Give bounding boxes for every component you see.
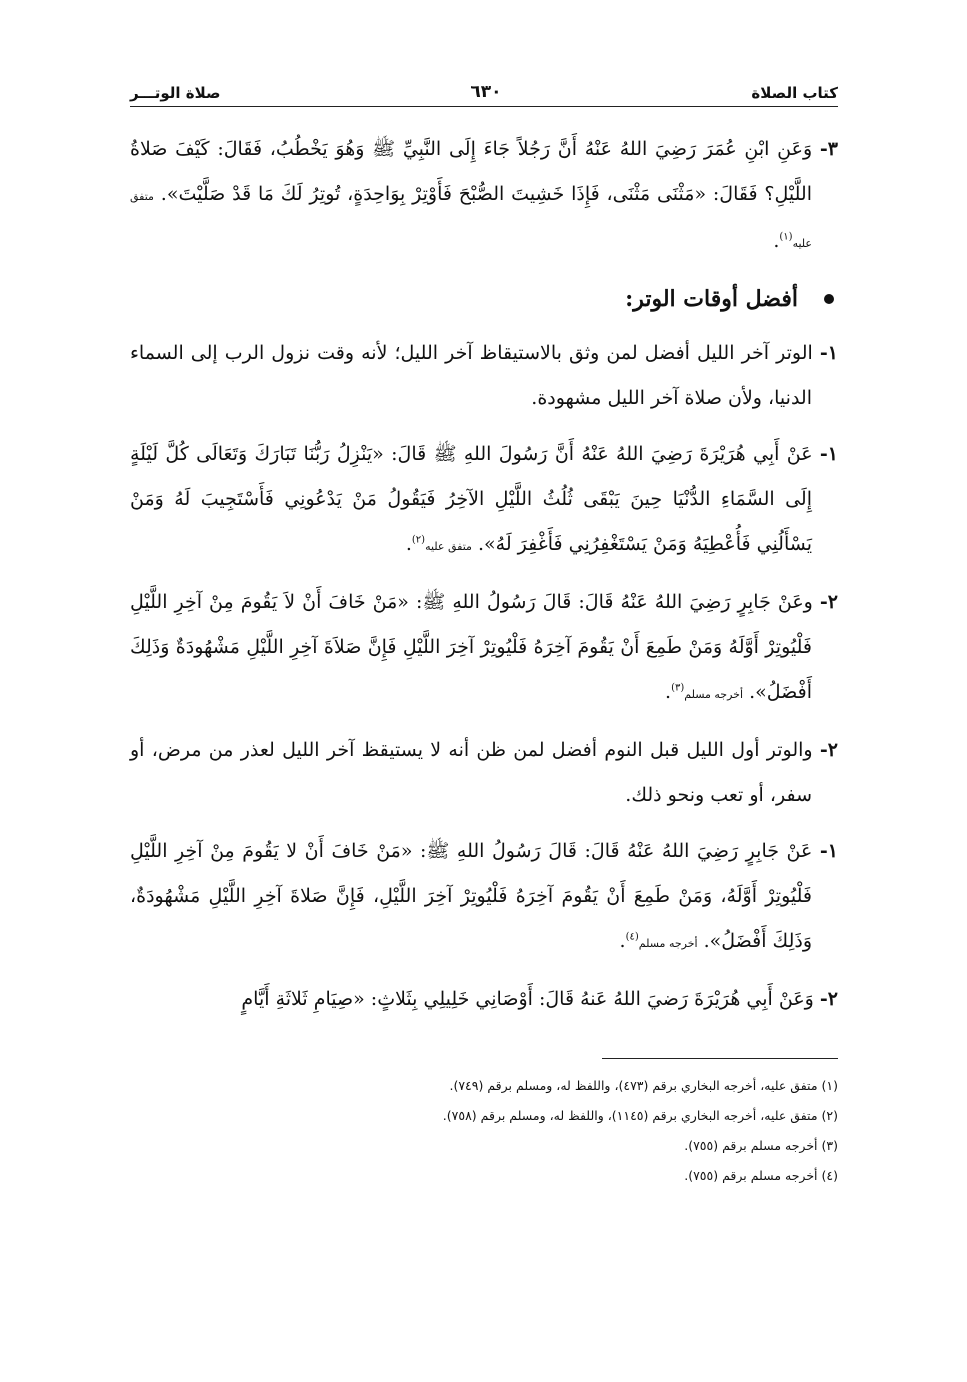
item-number: ٢-	[819, 988, 838, 1010]
paragraph-text: والوتر أول الليل قبل النوم أفضل لمن ظن أنه لا يستيقظ آخر الليل لعذر من مرض، أو سفر، أو تعب ونحو ذلك.	[130, 739, 813, 806]
footnote-separator	[602, 1058, 838, 1059]
section-heading	[130, 277, 838, 321]
sentence-end: .	[665, 681, 672, 703]
footnote-ref: (١)	[779, 231, 793, 243]
footnotes	[130, 1071, 838, 1191]
paragraph-text: عَنْ جَابِرٍ رَضِيَ اللهُ عَنْهُ قَالَ: قَالَ رَسُولُ اللهِ ﷺ: «مَنْ خَافَ أَنْ لا يَقُومَ مِنْ آخِرِ اللَّيْلِ فَلْيُوتِرْ أَوَّلَهُ، وَمَنْ طَمِعَ أَنْ يَقُومَ آخِرَهُ فَلْيُوتِرْ آخِرَ اللَّيْلِ، فَإِنَّ صَلاةَ آخِرِ اللَّيْلِ مَشْهُودَةٌ، وَذَلِكَ أَفْضَلُ».	[130, 840, 813, 952]
page-header	[130, 78, 838, 107]
page-body	[130, 127, 838, 1022]
paragraph	[130, 829, 838, 966]
item-number: ٣-	[819, 138, 838, 160]
paragraph	[130, 580, 838, 717]
sentence-end: .	[773, 230, 780, 252]
chapter-title: صلاة الوتـــر	[130, 84, 221, 102]
footnote-ref: (٣)	[671, 682, 685, 694]
heading-text: أفضل أوقات الوتر:	[625, 286, 798, 312]
sentence-end: .	[619, 930, 626, 952]
paragraph	[130, 728, 838, 818]
footnote: (١) متفق عليه، أخرجه البخاري برقم (٤٧٣)، واللفظ له، ومسلم برقم (٧٤٩).	[449, 1078, 838, 1093]
paragraph-text: عَنْ أَبِي هُرَيْرَةَ رَضِيَ اللهُ عَنْهُ أَنَّ رَسُولَ اللهِ ﷺ قَالَ: «يَنْزِلُ رَبُّنَا تَبَارَكَ وَتَعَالَى كُلَّ لَيْلَةٍ إِلَى السَّمَاءِ الدُّنْيَا حِينَ يَبْقَى ثُلُثُ اللَّيْلِ الآخِرُ فَيَقُولُ مَنْ يَدْعُونِي فَأَسْتَجِيبَ لَهُ وَمَنْ يَسْأَلُنِي فَأُعْطِيَهُ وَمَنْ يَسْتَغْفِرُنِي فَأَغْفِرَ لَهُ».	[130, 443, 813, 555]
paragraph-text: وَعَنِ ابْنِ عُمَرَ رَضِيَ اللهُ عَنْهُ أَنَّ رَجُلاً جَاءَ إِلَى النَّبِيِّ ﷺ وَهُوَ يَخْطُبُ، فَقَالَ: كَيْفَ صَلاةُ اللَّيْلِ؟ فَقَالَ: «مَثْنَى مَثْنَى، فَإِذَا خَشِيتَ الصُّبْحَ فَأَوْتِرْ بِوَاحِدَةٍ، تُوتِرُ لَكَ مَا قَدْ صَلَّيْتَ».	[130, 138, 813, 205]
bullet-icon	[824, 294, 834, 304]
page-number: ٦٣٠	[470, 82, 502, 102]
hadith-source: أخرجه مسلم	[684, 688, 744, 701]
paragraph	[130, 127, 838, 266]
paragraph	[130, 432, 838, 569]
footnote: (٤) أخرجه مسلم برقم (٧٥٥).	[684, 1168, 838, 1183]
paragraph	[130, 331, 838, 421]
hadith-source: متفق عليه	[425, 540, 472, 553]
footnote: (٣) أخرجه مسلم برقم (٧٥٥).	[684, 1138, 838, 1153]
paragraph-text: وَعَنْ أَبِي هُرَيْرَةَ رَضيَ اللهُ عَنهُ قَالَ: أَوْصَانِي خَلِيلِي بِثَلاثٍ: «صِيَامِ ثَلاثَةِ أَيَّامٍ	[241, 988, 814, 1010]
paragraph-text: وعَنْ جَابِرٍ رَضِيَ اللهُ عَنْهُ قَالَ: قَالَ رَسُولُ اللهِ ﷺ: «مَنْ خَافَ أَنْ لاَ يَقُومَ مِنْ آخِرِ اللَّيْلِ فَلْيُوتِرْ أَوَّلَهُ وَمَنْ طَمِعَ أَنْ يَقُومَ آخِرَهُ فَلْيُوتِرْ آخِرَ اللَّيْلِ فَإِنَّ صَلاَةَ آخِرِ اللَّيْلِ مَشْهُودَةٌ وَذَلِكَ أَفْضَلُ».	[130, 591, 813, 703]
page	[130, 78, 838, 1191]
paragraph	[130, 977, 838, 1022]
hadith-source: أخرجه مسلم	[638, 937, 698, 950]
footnote-ref: (٤)	[625, 931, 639, 943]
item-number: ٢-	[819, 739, 839, 761]
footnote-ref: (٢)	[411, 534, 426, 546]
book-title: كتاب الصلاة	[751, 84, 838, 102]
paragraph-text: الوتر آخر الليل أفضل لمن وثق بالاستيقاظ آخر الليل؛ لأنه وقت نزول الرب إلى السماء الدنيا، ولأن صلاة آخر الليل مشهودة.	[130, 342, 813, 409]
item-number: ١-	[819, 840, 838, 862]
item-number: ١-	[819, 342, 838, 364]
footnote: (٢) متفق عليه، أخرجه البخاري برقم (١١٤٥)، واللفظ له، ومسلم برقم (٧٥٨).	[442, 1108, 838, 1123]
item-number: ٢-	[819, 591, 839, 613]
hadith-source: متفق عليه	[130, 190, 812, 250]
sentence-end: .	[405, 533, 412, 555]
item-number: ١-	[819, 443, 839, 465]
